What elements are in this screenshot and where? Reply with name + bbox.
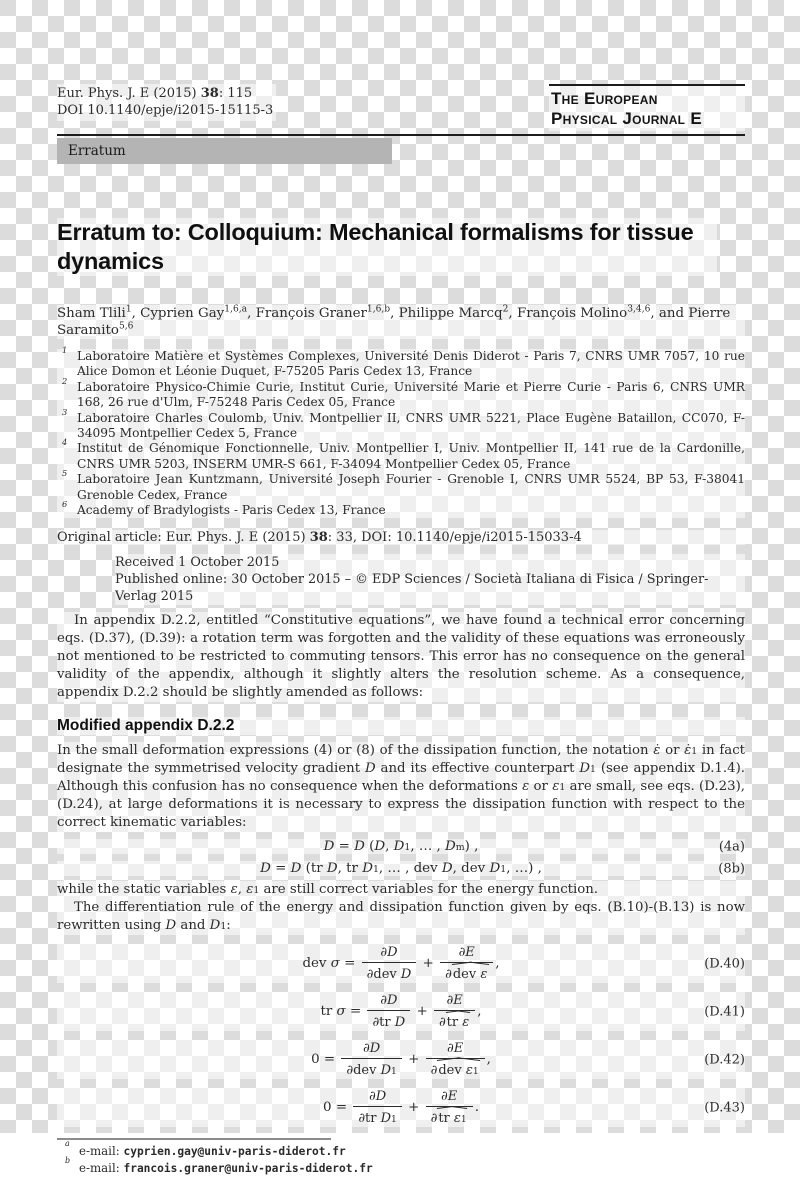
author — [57, 306, 140, 321]
fraction-denominator: ∂dev $D_1$ — [346, 1063, 397, 1079]
fraction — [426, 1040, 485, 1079]
author-separator: , — [131, 306, 141, 321]
fraction — [362, 944, 417, 983]
author-name: François Molino — [516, 306, 628, 321]
fraction-denominator: ∂tr $\varepsilon_1$ — [430, 1111, 467, 1127]
author-name: François Graner — [255, 306, 367, 321]
fraction — [426, 1088, 473, 1127]
journal-doi: DOI 10.1140/epje/i2015-15115-3 — [57, 103, 274, 118]
fraction — [367, 992, 410, 1031]
fraction-denominator: ∂dev $\varepsilon_1$ — [430, 1063, 479, 1079]
equation-label: (D.43) — [704, 1100, 745, 1116]
plus-sign: + — [422, 956, 439, 972]
fraction — [341, 1040, 401, 1079]
fraction-numerator: ∂E — [440, 944, 493, 963]
author — [256, 306, 399, 321]
inline-equation — [57, 861, 745, 876]
fraction — [440, 944, 493, 983]
affiliation: 1 Laboratoire Matière et Systèmes Complexes, Université Denis Diderot - Paris 7, CNRS UMR 7057, 10 rue Alice Domon et Léonie Duquet, F-75205 Paris Cedex 13, France — [62, 345, 745, 379]
fraction — [353, 1088, 402, 1127]
display-equation — [57, 992, 745, 1031]
footnotes — [57, 1139, 745, 1177]
fraction-denominator: ∂tr $D_1$ — [358, 1111, 397, 1127]
equation-lhs: dev σ = — [302, 956, 356, 972]
footnote-rule — [57, 1138, 331, 1140]
original-article-line: Original article: Eur. Phys. J. E (2015) 38: 33, DOI: 10.1140/epje/i2015-15033-4 — [57, 530, 745, 545]
footnote-label: e-mail: — [79, 1161, 120, 1176]
affiliation-text: Laboratoire Physico-Chimie Curie, Institut Curie, Université Marie et Pierre Curie - Paris 6, CNRS UMR 168, 26 rue d'Ulm, F-75248 Paris Cedex 05, France — [77, 379, 745, 410]
dates-block — [115, 554, 745, 605]
fraction-denominator: ∂dev ε — [445, 967, 488, 983]
author-separator: , and — [650, 306, 689, 321]
section-paragraph: In the small deformation expressions (4) or (8) of the dissipation function, the notation ε̇ or $\varepsiloṅ_1$ in fact designate the symmetrised velocity gradient D and its effective counterpart $D_1$ (see appendix D.1.4). Although this confusion has no consequence when the deformations ε or $\varepsilon_1$ are small, see eqs. (D.23), (D.24), at large deformations it is necessary to express the dissipation function with respect to the correct kinematic variables: — [57, 743, 745, 831]
fraction-numerator: ∂D — [353, 1088, 402, 1107]
plus-sign: + — [408, 1100, 424, 1116]
author-superscript: 1 — [125, 304, 132, 315]
display-equations — [57, 944, 745, 1127]
author-separator: , — [390, 306, 399, 321]
author-superscript: 2 — [502, 304, 509, 315]
affiliation: 5 Laboratoire Jean Kuntzmann, Université Joseph Fourier - Grenoble I, CNRS UMR 5524, BP 53, F-38041 Grenoble Cedex, France — [62, 468, 745, 502]
affiliation-text: Laboratoire Charles Coulomb, Univ. Montpellier II, CNRS UMR 5221, Place Eugène Bataillon, CC070, F-34095 Montpellier Cedex 5, France — [77, 410, 745, 441]
fraction-numerator: ∂D — [367, 992, 410, 1011]
section-heading: Modified appendix D.2.2 — [57, 717, 745, 735]
equation-label: (D.42) — [704, 1052, 745, 1068]
author — [140, 306, 255, 321]
footnote-label: e-mail: — [79, 1144, 120, 1159]
equation-lhs: 0 = — [323, 1100, 348, 1116]
footnote: b e-mail: francois.graner@univ-paris-diderot.fr — [65, 1156, 373, 1176]
authors-line — [57, 305, 745, 339]
equation-body — [302, 944, 499, 983]
author — [517, 306, 688, 321]
journal-citation-block — [57, 84, 276, 121]
author-name: Cyprien Gay — [140, 306, 225, 321]
equation-label: (D.40) — [704, 956, 745, 972]
affiliation: 3 Laboratoire Charles Coulomb, Univ. Montpellier II, CNRS UMR 5221, Place Eugène Bataillon, CC070, F-34095 Montpellier Cedex 5, France — [62, 406, 745, 441]
journal-logo — [549, 84, 745, 131]
author-superscript: 1,6,b — [366, 304, 391, 315]
author-name: Pierre Saramito — [57, 306, 731, 338]
affiliation-text: Laboratoire Jean Kuntzmann, Université Joseph Fourier - Grenoble I, CNRS UMR 5524, BP 53, F-38041 Grenoble Cedex, France — [77, 472, 745, 502]
affiliation-text: Academy of Bradylogists - Paris Cedex 13, France — [77, 503, 386, 518]
equation-body — [321, 992, 482, 1031]
equation-punctuation: . — [474, 1100, 479, 1116]
author-superscript: 5,6 — [118, 321, 134, 332]
email-text: francois.graner@univ-paris-diderot.fr — [123, 1162, 373, 1176]
journal-name-line2: Physical Journal E — [551, 109, 702, 128]
affiliation-text: Institut de Génomique Fonctionnelle, Univ. Montpellier I, Univ. Montpellier II, 141 rue de la Cardonille, CNRS UMR 5203, INSERM UMR-S 661, F-34094 Montpellier Cedex 05, France — [77, 441, 745, 471]
display-equation — [57, 944, 745, 983]
inline-equations — [57, 839, 745, 876]
erratum-banner — [57, 138, 392, 164]
affiliations-list — [57, 345, 745, 518]
affiliation: 2 Laboratoire Physico-Chimie Curie, Institut Curie, Université Marie et Pierre Curie - Paris 6, CNRS UMR 168, 26 rue d'Ulm, F-75248 Paris Cedex 05, France — [62, 375, 745, 410]
fraction-numerator: ∂E — [426, 1088, 473, 1107]
affiliation: 6 Academy of Bradylogists - Paris Cedex 13, France — [62, 499, 386, 518]
fraction-numerator: ∂D — [341, 1040, 401, 1059]
header-rule — [57, 134, 745, 136]
equation-punctuation: , — [486, 1052, 491, 1068]
journal-name-line1: The European — [551, 89, 658, 108]
equation-lhs: 0 = — [311, 1052, 336, 1068]
equation-punctuation: , — [477, 1004, 482, 1020]
author-superscript: 3,4,6 — [627, 304, 651, 315]
plus-sign: + — [416, 1004, 432, 1020]
intro-paragraph: In appendix D.2.2, entitled “Constitutive equations”, we have found a technical error concerning eqs. (D.37), (D.39): a rotation term was forgotten and the validity of these equations was erroneously not mentioned to be restricted to commuting tensors. This error has no consequence on the general validity of the appendix, although it slightly alters the resolution scheme. As a consequence, appendix D.2.2 should be slightly amended as follows: — [57, 613, 745, 701]
plus-sign: + — [408, 1052, 424, 1068]
diff-paragraph: The differentiation rule of the energy and dissipation function given by eqs. (B.10)-(B.13) is now rewritten using D and $D_1$: — [57, 900, 745, 934]
paper-title: Erratum to: Colloquium: Mechanical formalisms for tissue dynamics — [57, 218, 717, 276]
footnote: a e-mail: cyprien.gay@univ-paris-diderot.fr — [65, 1139, 346, 1159]
equation-lhs: tr σ = — [320, 1004, 362, 1020]
author-separator: , — [247, 306, 256, 321]
equation-label: (D.41) — [704, 1004, 745, 1020]
author — [399, 306, 517, 321]
author-separator: , — [508, 306, 517, 321]
equation-body — [323, 1088, 479, 1127]
fraction-numerator: ∂E — [426, 1040, 485, 1059]
equation-body — [311, 1040, 491, 1079]
received-line: Received 1 October 2015 — [115, 555, 280, 571]
equation-label: (8b) — [718, 861, 745, 877]
equation-body: D = D (D, $D_1$, … , $D_m$) , — [323, 839, 479, 855]
equation-body: D = D (tr D, tr $D_1$, … , dev D, dev $D_1$, …) , — [260, 861, 542, 877]
inline-equation — [57, 839, 745, 854]
author-superscript: 1,6,a — [224, 304, 248, 315]
fraction-denominator: ∂tr ε — [438, 1015, 470, 1031]
while-paragraph: while the static variables ε, $\varepsilon_1$ are still correct variables for the energy function. — [57, 881, 745, 899]
display-equation — [57, 1088, 745, 1127]
fraction-denominator: ∂tr D — [372, 1015, 406, 1031]
fraction-denominator: ∂dev D — [366, 967, 412, 983]
fraction-numerator: ∂E — [434, 992, 475, 1011]
author-name: Sham Tlili — [57, 306, 126, 321]
author-name: Philippe Marcq — [398, 306, 503, 321]
page-header — [57, 84, 745, 131]
journal-citation: Eur. Phys. J. E (2015) 38: 115 — [57, 86, 253, 101]
equation-punctuation: , — [495, 956, 500, 972]
erratum-banner-label: Erratum — [68, 143, 126, 159]
fraction-numerator: ∂D — [362, 944, 417, 963]
equation-label: (4a) — [718, 839, 745, 855]
published-line: Published online: 30 October 2015 – © EDP Sciences / Società Italiana di Fisica / Springer-Verlag 2015 — [115, 572, 709, 605]
affiliation: 4 Institut de Génomique Fonctionnelle, Univ. Montpellier I, Univ. Montpellier II, 141 rue de la Cardonille, CNRS UMR 5203, INSERM UMR-S 661, F-34094 Montpellier Cedex 05, France — [62, 437, 745, 471]
display-equation — [57, 1040, 745, 1079]
fraction — [434, 992, 475, 1031]
email-text: cyprien.gay@univ-paris-diderot.fr — [123, 1145, 346, 1159]
affiliation-text: Laboratoire Matière et Systèmes Complexes, Université Denis Diderot - Paris 7, CNRS UMR 7057, 10 rue Alice Domon et Léonie Duquet, F-75205 Paris Cedex 13, France — [77, 349, 745, 379]
